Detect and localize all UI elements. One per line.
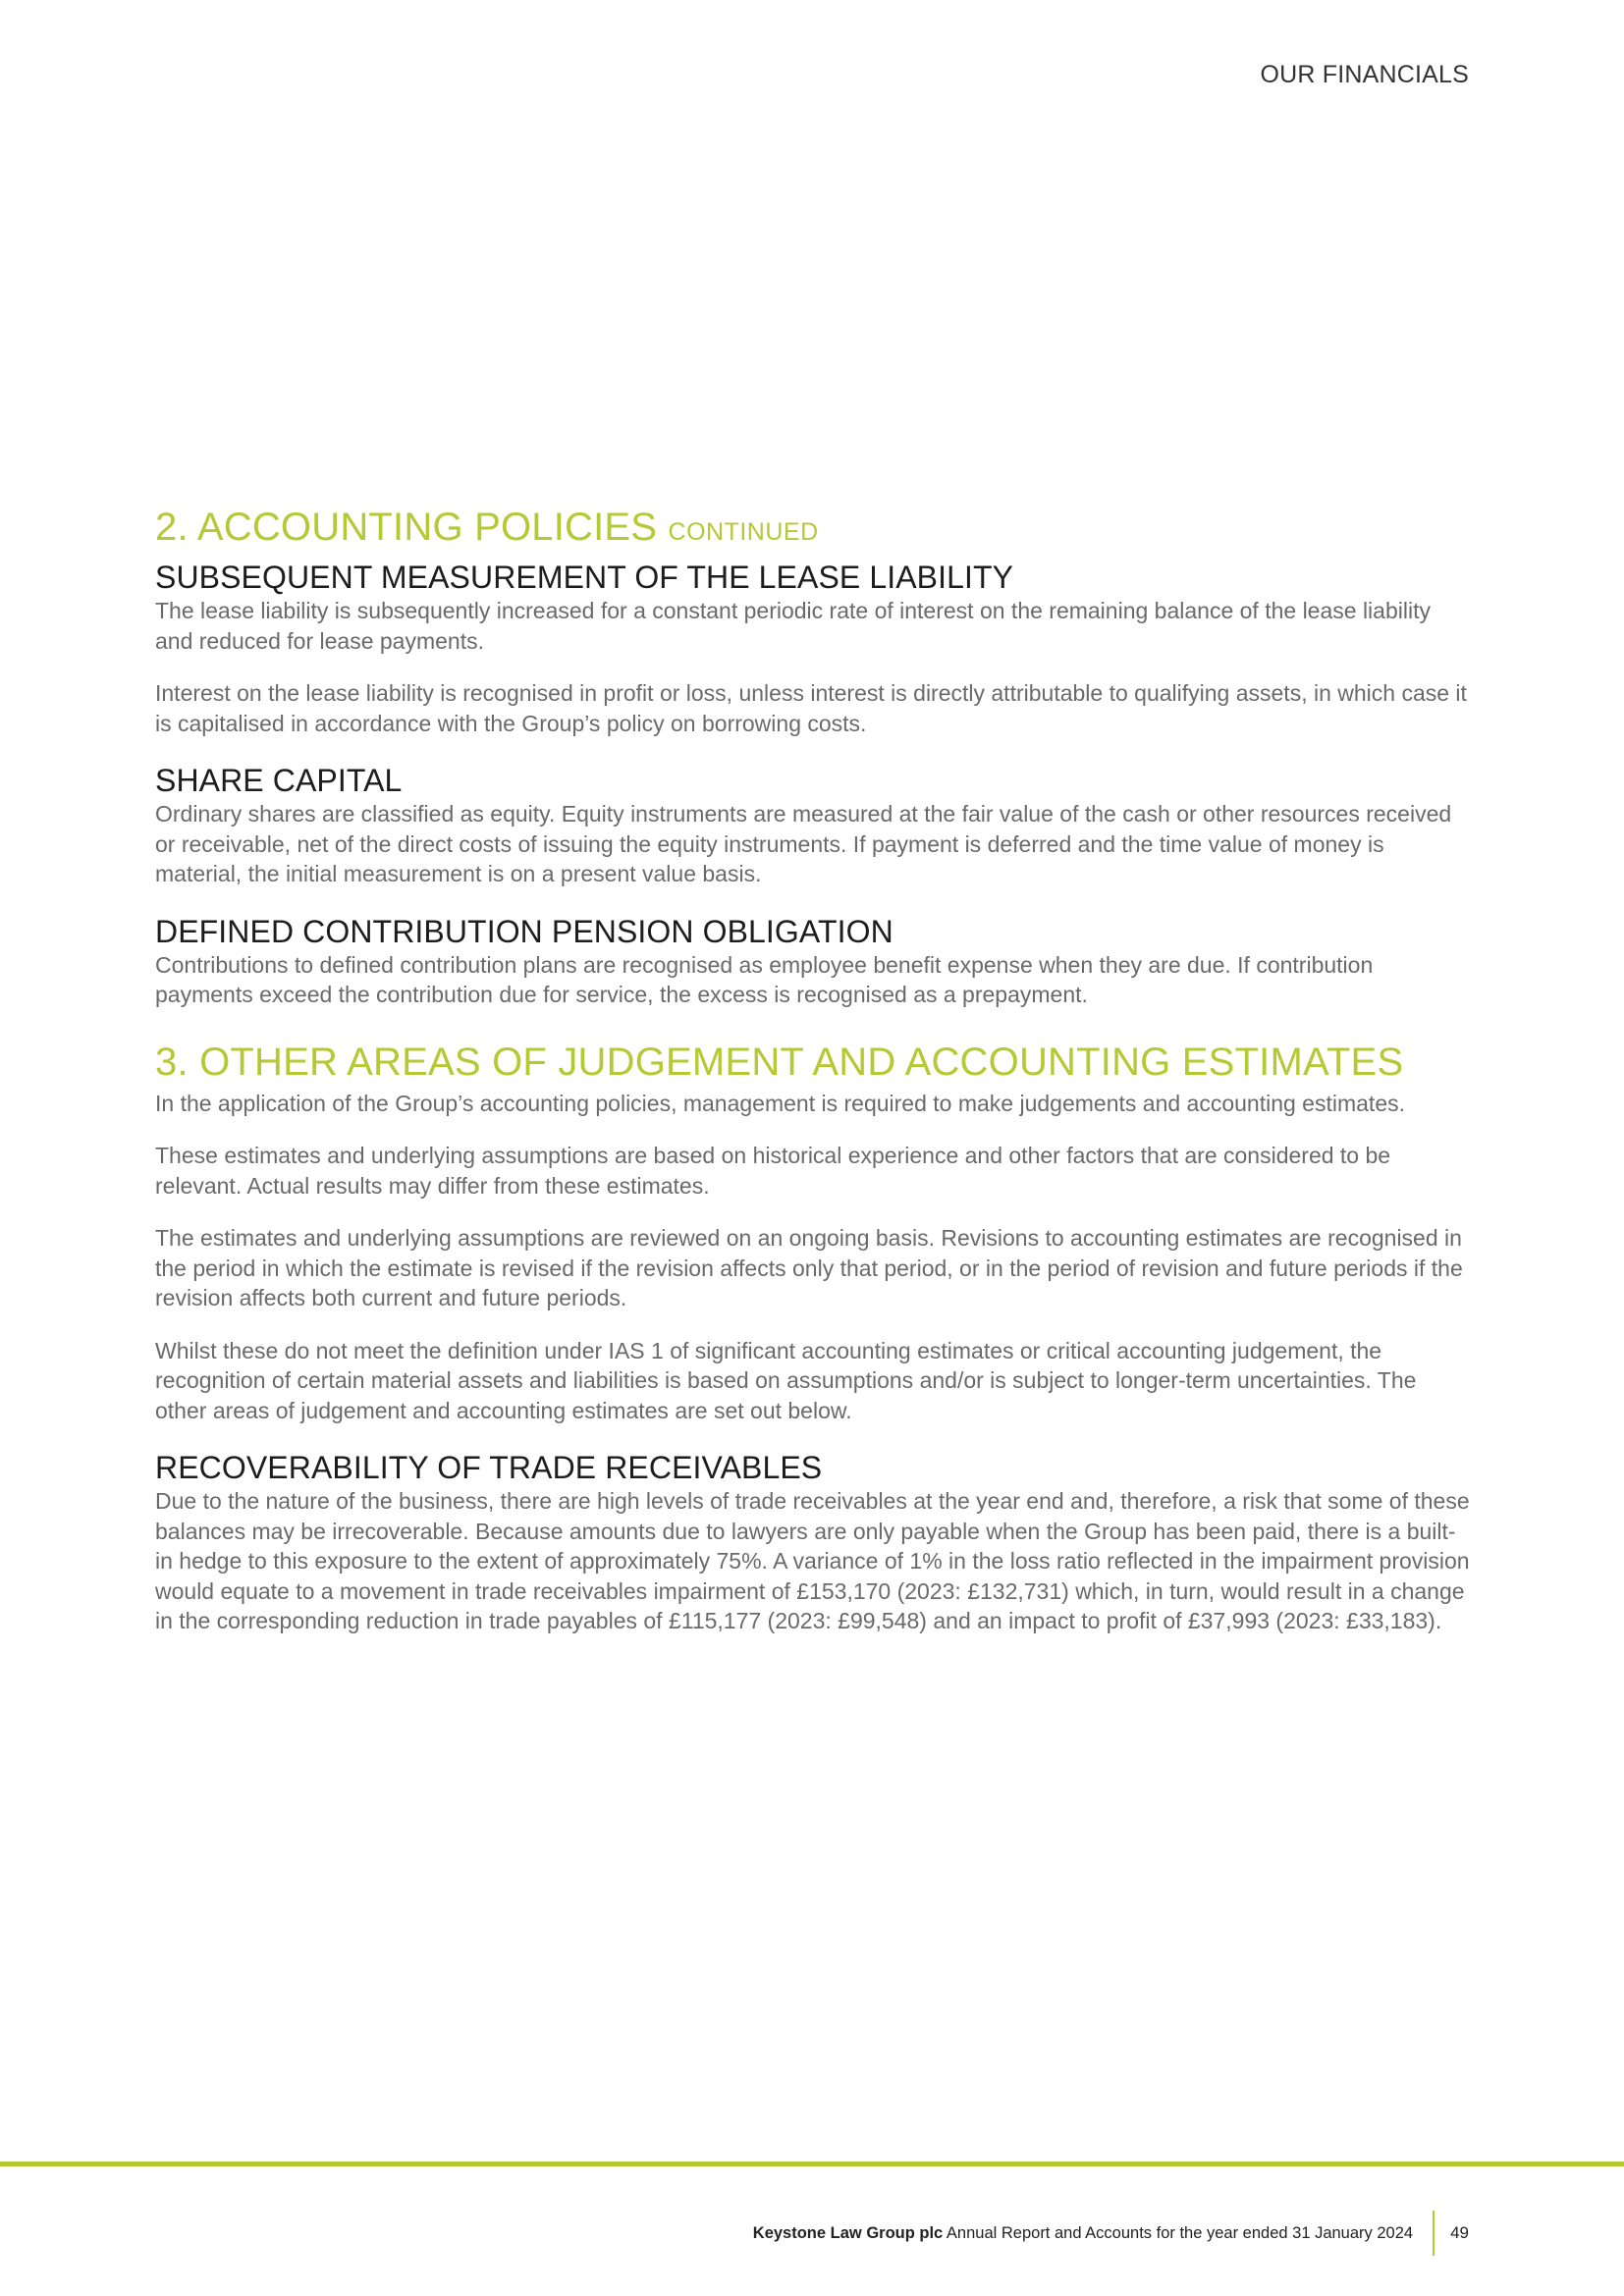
subhead-lease-liability: SUBSEQUENT MEASUREMENT OF THE LEASE LIABILITY	[155, 560, 1014, 595]
section-title-judgement-estimates: 3. OTHER AREAS OF JUDGEMENT AND ACCOUNTING ESTIMATES	[155, 1040, 1404, 1084]
paragraph-lease-liability-2: Interest on the lease liability is recognised in profit or loss, unless interest is directly attributable to qualifying assets, in which case it is capitalised in accordance with the Group’s policy on borrowing costs.	[155, 680, 1467, 736]
paragraph-share-capital: Ordinary shares are classified as equity. Equity instruments are measured at the fair value of the cash or other resources received or receivable, net of the direct costs of issuing the equity instruments. If payment is deferred and the time value of money is material, the initial measurement is on a present value basis.	[155, 801, 1452, 886]
paragraph-judgement-3: The estimates and underlying assumptions are reviewed on an ongoing basis. Revisions to accounting estimates are recognised in the period in which the estimate is revised if the revision affects only that period, or in the period of revision and future periods if the revision affects both current and future periods.	[155, 1225, 1463, 1310]
page-footer	[753, 2211, 1469, 2256]
paragraph-judgement-1: In the application of the Group’s accounting policies, management is required to make judgements and accounting estimates.	[155, 1090, 1405, 1116]
section-title-accounting-policies	[155, 503, 1471, 557]
paragraph-pension-obligation: Contributions to defined contribution plans are recognised as employee benefit expense when they are due. If contribution payments exceed the contribution due for service, the excess is recognised as a prepayment.	[155, 951, 1374, 1007]
continued-label: CONTINUED	[668, 518, 819, 546]
paragraph-judgement-4: Whilst these do not meet the definition under IAS 1 of significant accounting estimates or critical accounting judgement, the recognition of certain material assets and liabilities is based on assumptions and/or is subject to longer-term uncertainties. The other areas of judgement and accounting estimates are set out below.	[155, 1337, 1417, 1423]
subhead-trade-receivables: RECOVERABILITY OF TRADE RECEIVABLES	[155, 1450, 823, 1485]
footer-report-title: Annual Report and Accounts for the year ended 31 January 2024	[943, 2223, 1414, 2242]
running-head: OUR FINANCIALS	[1260, 61, 1469, 88]
footer-text	[753, 2224, 1413, 2243]
subhead-pension-obligation: DEFINED CONTRIBUTION PENSION OBLIGATION	[155, 913, 893, 949]
page-number: 49	[1450, 2223, 1469, 2242]
paragraph-trade-receivables: Due to the nature of the business, there are high levels of trade receivables at the year end and, therefore, a risk that some of these balances may be irrecoverable. Because amounts due to lawyers are only payable when the Group has been paid, there is a built-in hedge to this exposure to the extent of approximately 75%. A variance of 1% in the loss ratio reflected in the impairment provision would equate to a movement in trade receivables impairment of £153,170 (2023: £132,731) which, in turn, would result in a change in the corresponding reduction in trade payables of £115,177 (2023: £99,548) and an impact to profit of £37,993 (2023: £33,183).	[155, 1488, 1470, 1633]
paragraph-lease-liability-1: The lease liability is subsequently increased for a constant periodic rate of interest on the remaining balance of the lease liability and reduced for lease payments.	[155, 598, 1431, 654]
footer-company: Keystone Law Group plc	[752, 2223, 944, 2242]
page-content	[155, 503, 1471, 1636]
paragraph-judgement-2: These estimates and underlying assumptions are based on historical experience and other factors that are considered to be relevant. Actual results may differ from these estimates.	[155, 1143, 1391, 1199]
subhead-share-capital: SHARE CAPITAL	[155, 763, 403, 798]
section-title-text: 2. ACCOUNTING POLICIES	[155, 506, 658, 549]
footer-rule	[0, 2162, 1624, 2166]
footer-divider	[1433, 2211, 1435, 2256]
